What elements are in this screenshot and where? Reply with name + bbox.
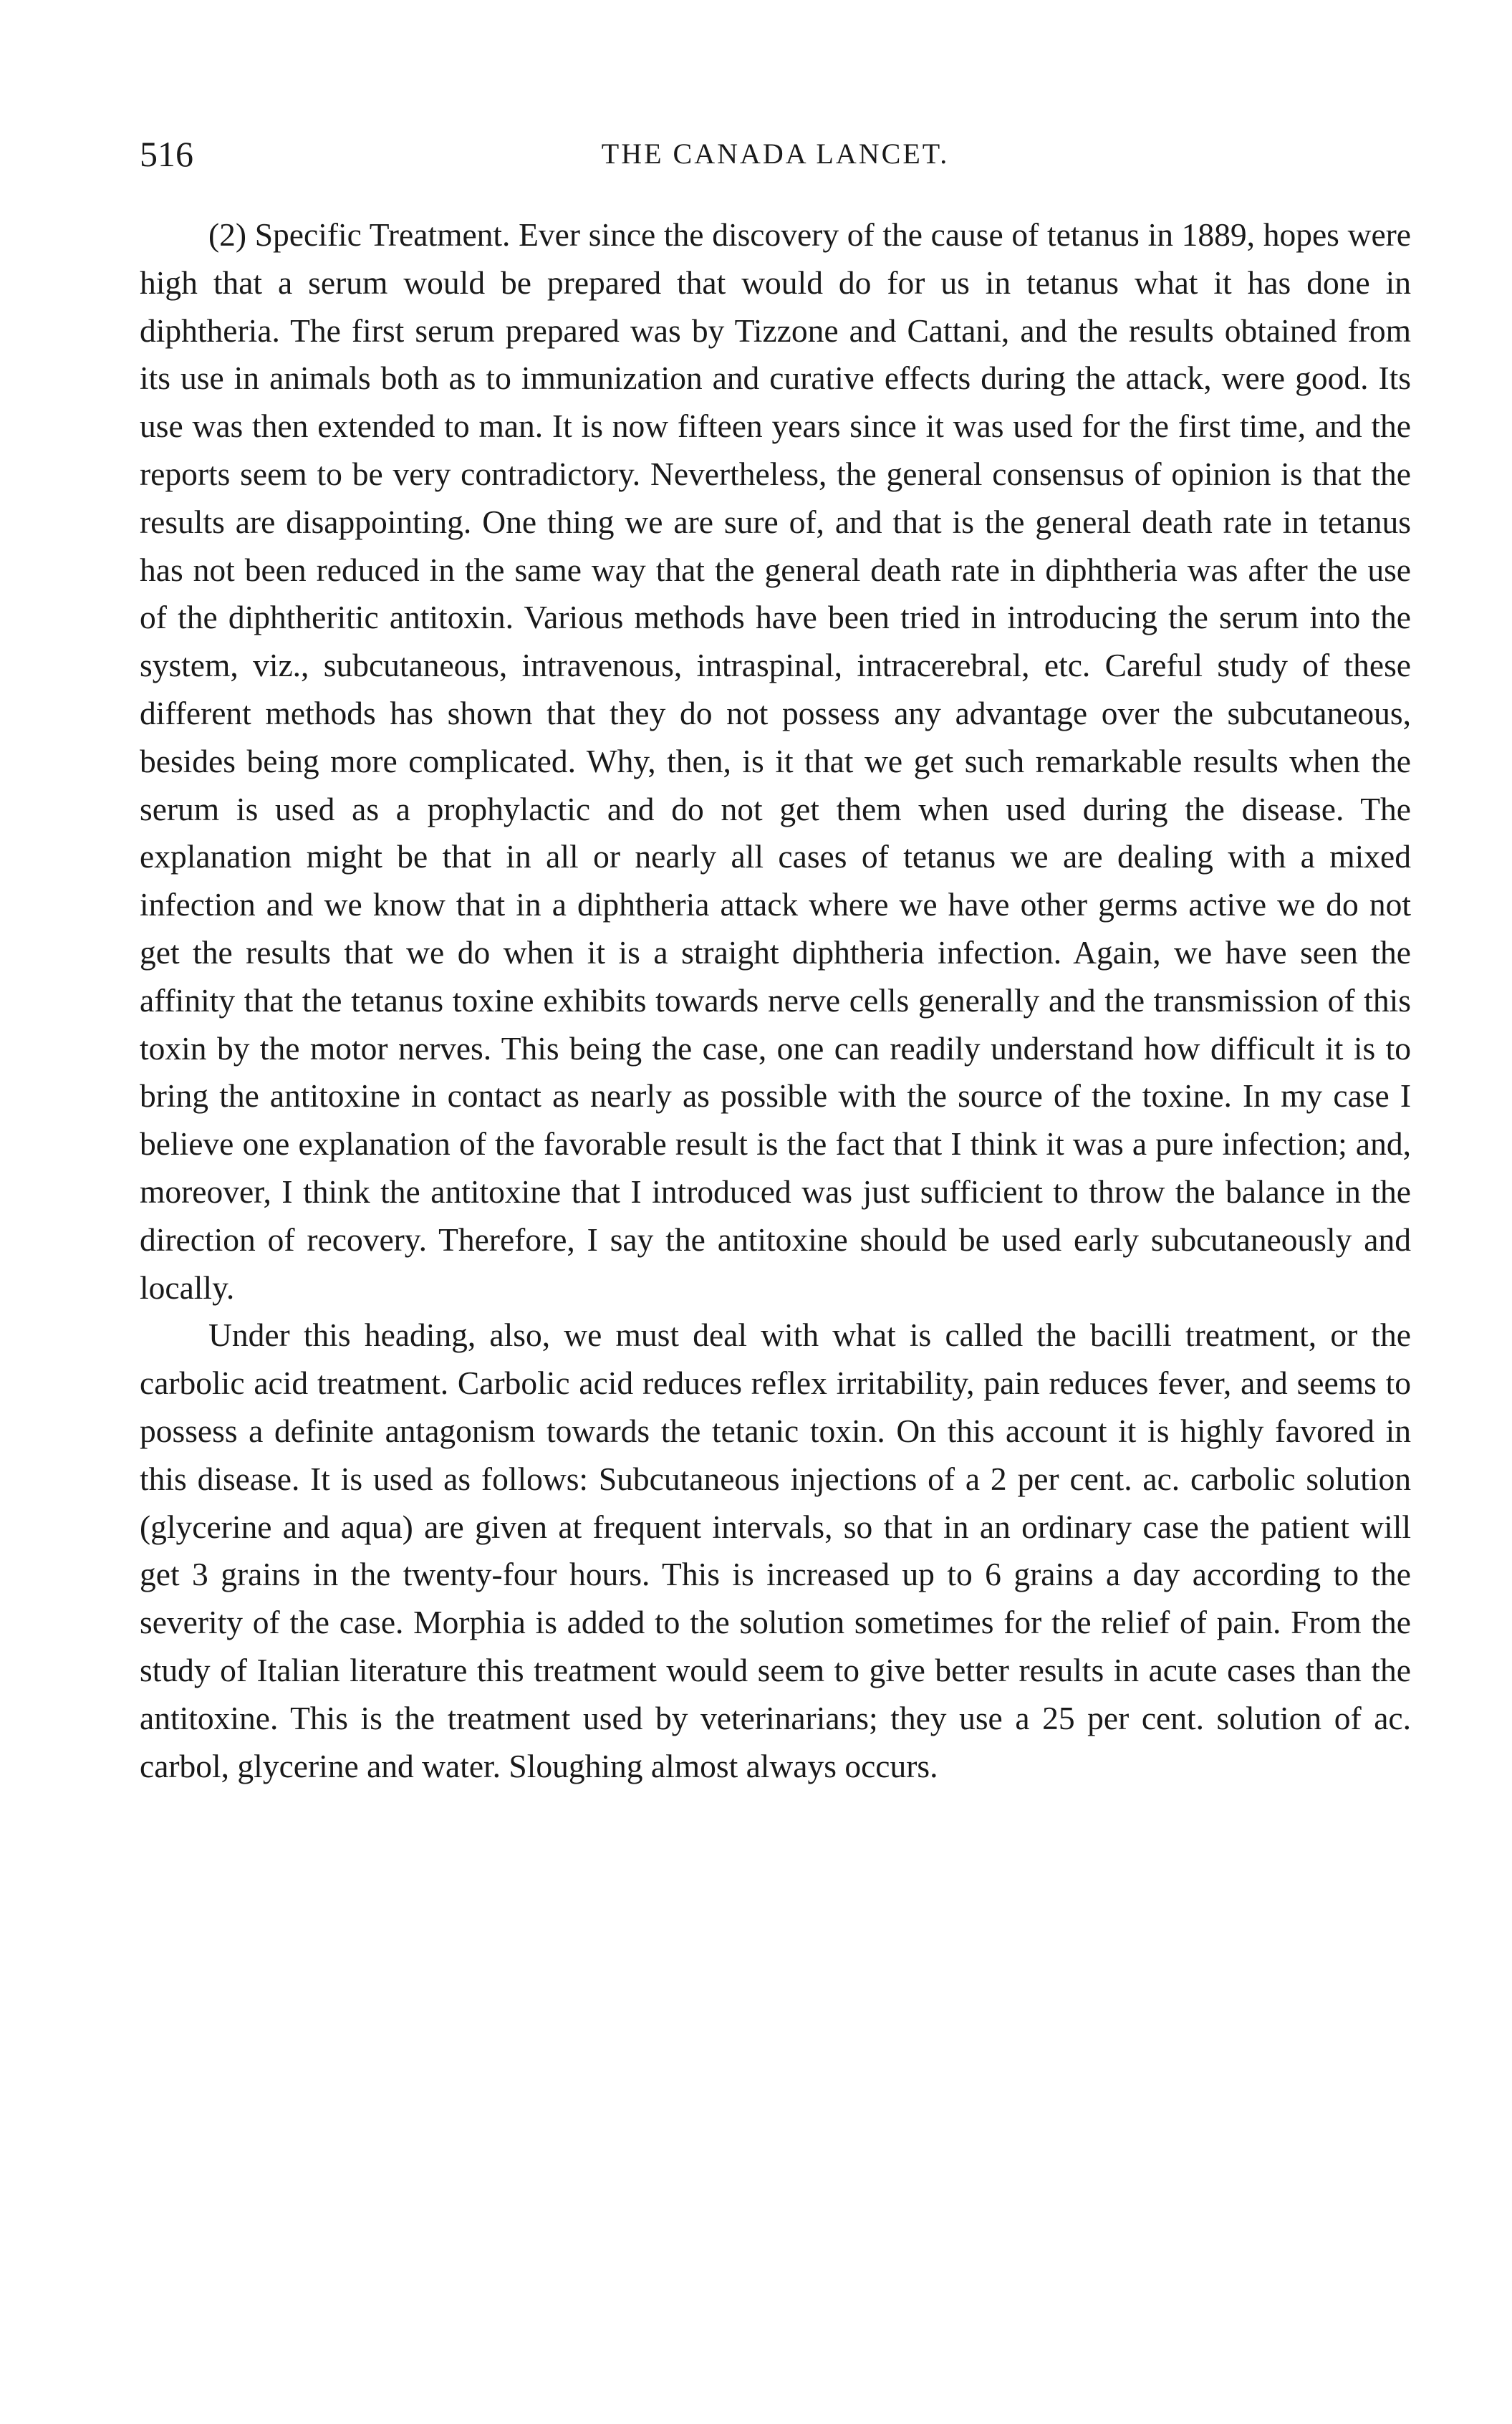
paragraph-specific-treatment: (2) Specific Treatment. Ever since the discovery of the cause of tetanus in 1889, hopes were high that a serum would be prepared that would do for us in tetanus what it has done in diphtheria. The first serum prepared was by Tizzone and Cattani, and the results obtained from its use in animals both as to immunization and curative effects during the attack, were good. Its use was then extended to man. It is now fifteen years since it was used for the first time, and the reports seem to be very contradictory. Nevertheless, the general consensus of opinion is that the results are disappointing. One thing we are sure of, and that is the general death rate in tetanus has not been reduced in the same way that the general death rate in diphtheria was after the use of the diphtheritic antitoxin. Various methods have been tried in introducing the serum into the system, viz., subcutaneous, intravenous, intraspinal, intracerebral, etc. Careful study of these different methods has shown that they do not possess any advantage over the subcutaneous, besides being more complicated. Why, then, is it that we get such remarkable results when the serum is used as a prophylactic and do not get them when used during the disease. The explanation might be that in all or nearly all cases of tetanus we are dealing with a mixed infection and we know that in a diphtheria attack where we have other germs active we do not get the results that we do when it is a straight diphtheria infection. Again, we have seen the affinity that the tetanus toxine exhibits towards nerve cells generally and the transmission of this toxin by the motor nerves. This being the case, one can readily understand how difficult it is to bring the antitoxine in contact as nearly as possible with the source of the toxine. In my case I believe one explanation of the favorable result is the fact that I think it was a pure infection; and, moreover, I think the antitoxine that I introduced was just sufficient to throw the balance in the direction of recovery. Therefore, I say the antitoxine should be used early subcutaneously and locally. [140,216,1411,1306]
paragraph-carbolic-acid-treatment: Under this heading, also, we must deal with what is called the bacilli treatment, or the carbolic acid treatment. Carbolic acid reduces reflex irritability, pain reduces fever, and seems to possess a definite antagonism towards the tetanic toxin. On this account it is highly favored in this disease. It is used as follows: Subcutaneous injections of a 2 per cent. ac. carbolic solution (glycerine and aqua) are given at frequent intervals, so that in an ordinary case the patient will get 3 grains in the twenty-four hours. This is increased up to 6 grains a day according to the severity of the case. Morphia is added to the solution sometimes for the relief of pain. From the study of Italian literature this treatment would seem to give better results in acute cases than the antitoxine. This is the treatment used by veterinarians; they use a 25 per cent. solution of ac. carbol, glycerine and water. Sloughing almost always occurs. [140,1317,1411,1784]
article-body [140,211,1411,1790]
running-head [140,133,1411,183]
journal-page [140,133,1411,1790]
page-number: 516 [140,134,193,174]
journal-title: THE CANADA LANCET. [601,138,950,170]
